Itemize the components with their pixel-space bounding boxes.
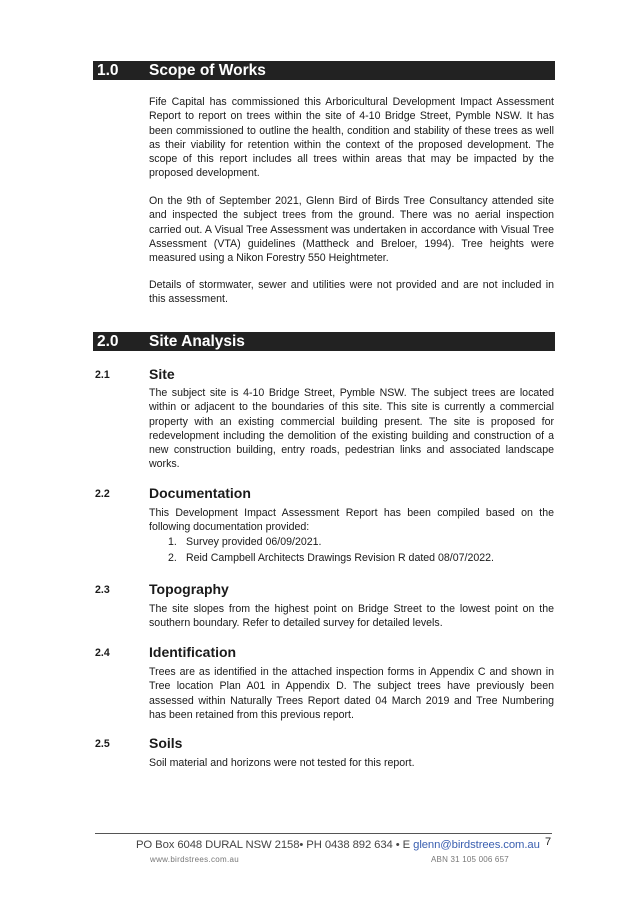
footer-separator: • — [299, 839, 304, 851]
soils-paragraph: Soil material and horizons were not tested for this report. — [149, 757, 415, 769]
list-item-text: Survey provided 06/09/2021. — [186, 536, 322, 548]
documentation-paragraph: This Development Impact Assessment Report has been compiled based on the following documentation provided: — [149, 507, 554, 534]
list-item-number: 1. — [168, 536, 177, 548]
topography-paragraph: The site slopes from the highest point on Bridge Street to the lowest point on the southern boundary. Refer to detailed survey for detailed levels. — [149, 603, 554, 630]
list-item-text: Reid Campbell Architects Drawings Revision R dated 08/07/2022. — [186, 552, 494, 564]
section-heading-scope-of-works — [93, 61, 555, 80]
list-item-number: 2. — [168, 552, 177, 564]
section-number: 2.0 — [97, 333, 119, 350]
footer-abn: ABN 31 105 006 657 — [431, 855, 509, 864]
subsection-number-identification: 2.4 — [95, 647, 110, 659]
subsection-title-identification: Identification — [149, 644, 237, 660]
subsection-title-soils: Soils — [149, 735, 183, 751]
identification-paragraph: Trees are as identified in the attached inspection forms in Appendix C and shown in Tree location Plan A01 in Appendix D. The subject trees have previously been assessed within Naturally Trees Report dated 04 March 2019 and Tree Numbering has been retained from this previous report. — [149, 666, 554, 721]
list-item — [149, 550, 554, 566]
scope-paragraph-2: On the 9th of September 2021, Glenn Bird of Birds Tree Consultancy attended site and inspected the subject trees from the ground. There was no aerial inspection carried out. A Visual Tree Assessment was undertaken in accordance with Visual Tree Assessment (VTA) guidelines (Mattheck and Breloer, 1994). Tree heights were measured using a Nikon Forestry 550 Heightmeter. — [149, 195, 554, 265]
page-number: 7 — [545, 836, 552, 848]
footer-address: PO Box 6048 DURAL NSW 2158 — [136, 839, 300, 851]
footer-divider — [95, 833, 552, 834]
subsection-title-documentation: Documentation — [149, 485, 251, 501]
site-paragraph: The subject site is 4-10 Bridge Street, Pymble NSW. The subject trees are located within or adjacent to the boundaries of this site. This site is currently a commercial property with an existing commercial building present. The site is proposed for redevelopment including the demolition of the existing building and construction of a new construction building, entry roads, pedestrian links and associated landscape works. — [149, 387, 554, 471]
list-item — [149, 534, 554, 550]
footer-email-link[interactable]: glenn@birdstrees.com.au — [413, 839, 540, 851]
section-title: Scope of Works — [149, 62, 266, 79]
footer-website[interactable]: www.birdstrees.com.au — [150, 855, 239, 864]
section-number: 1.0 — [97, 62, 119, 79]
subsection-title-topography: Topography — [149, 581, 229, 597]
documentation-list — [149, 534, 554, 566]
footer-separator: • — [395, 839, 400, 851]
scope-paragraph-1: Fife Capital has commissioned this Arboricultural Development Impact Assessment Report to report on trees within the site of 4-10 Bridge Street, Pymble NSW. It has been commissioned to outline the health, condition and stability of these trees as well as their viability for retention within the context of the proposed development. The scope of this report includes all trees within areas that may be impacted by the proposed development. — [149, 96, 554, 180]
subsection-number-documentation: 2.2 — [95, 488, 110, 500]
footer-contact-line — [136, 839, 540, 851]
subsection-number-site: 2.1 — [95, 369, 110, 381]
scope-paragraph-3: Details of stormwater, sewer and utilities were not provided and are not included in this assessment. — [149, 279, 554, 306]
subsection-number-topography: 2.3 — [95, 584, 110, 596]
section-title: Site Analysis — [149, 333, 245, 350]
subsection-title-site: Site — [149, 366, 175, 382]
footer-email-prefix: E — [402, 839, 411, 851]
footer-phone: PH 0438 892 634 — [306, 839, 393, 851]
subsection-number-soils: 2.5 — [95, 738, 110, 750]
section-heading-site-analysis — [93, 332, 555, 351]
